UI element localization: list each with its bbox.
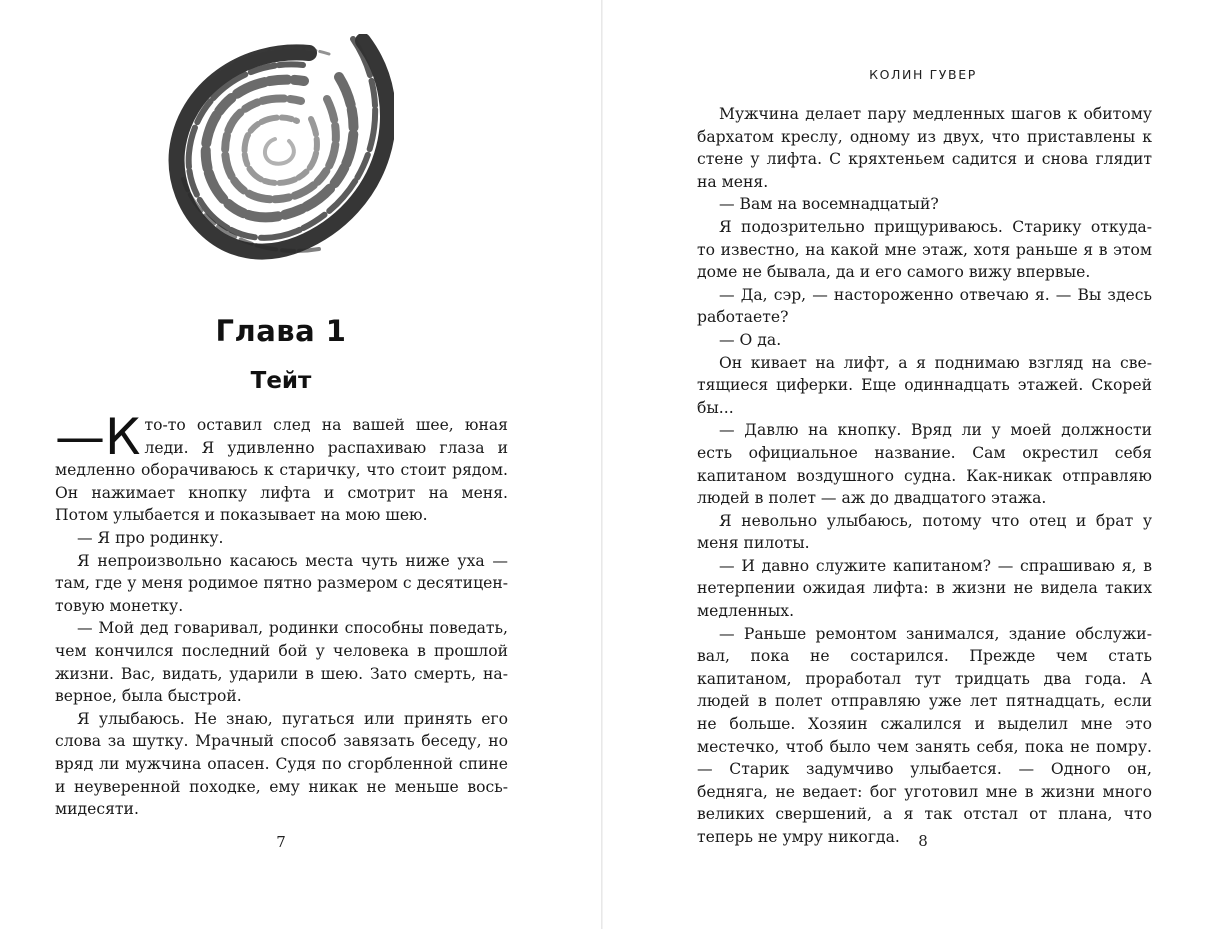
paragraph: Я непроизвольно касаюсь места чуть ниже уха — там, где у меня родимое пятно размером с десятицентовую монетку. [55,551,508,615]
paragraph: — О да. [719,330,782,349]
paragraph: Я улыбаюсь. Не знаю, пугаться или принять его слова за шутку. Мрачный способ завязать беседу, но вряд ли мужчина опасен. Судя по сгорбленной спине и неуверенной походке, ему никак не меньше восьмидесяти. [55,709,508,819]
page-number: 7 [276,833,286,851]
paragraph: Мужчина делает пару медленных шагов к обитому бархатом креслу, одному из двух, что приставлены к стене у лифта. С кряхтеньем садится и снова глядит на меня. [697,105,1152,191]
paragraph: Я подозрительно прищуриваюсь. Старику откуда-то известно, на какой мне этаж, хотя раньше я в этом доме не бывала, да и его самого вижу впервые. [697,217,1152,282]
paragraph: — И давно служите капитаном? — спрашиваю я, в нетерпении ожидая лифта: в жизни не видела таких медленных. [697,556,1152,621]
running-head-author: КОЛИН ГУВЕР [869,67,977,82]
ink-swirl-illustration [164,34,394,264]
paragraph: — Я про родинку. [77,528,224,547]
paragraph: Он кивает на лифт, а я поднимаю взгляд на светящиеся циферки. Еще одиннадцать этажей. Скорей бы... [697,353,1152,417]
page-number: 8 [918,832,928,850]
paragraph: — Мой дед говаривал, родинки способны поведать, чем кончился последний бой у человека в прошлой жизни. Вас, видать, ударили в шею. Зато смерть, наверное, была быстрой. [55,619,508,706]
chapter-subtitle: Тейт [250,368,312,394]
paragraph: — Давлю на кнопку. Вряд ли у моей должности есть официальное название. Сам окрестил себя капитаном воздушного судна. Как-никак отправляю людей в полет — аж до двадцатого этажа. [697,421,1152,508]
chapter-title: Глава 1 [215,314,347,348]
drop-cap: —К [55,408,141,466]
left-page-body [55,408,508,821]
right-page [603,0,1209,929]
paragraph: — Да, сэр, — настороженно отвечаю я. — Вы здесь работаете? [697,285,1152,327]
paragraph: —К то-то оставил след на вашей шее, юная леди. Я удивленно распахиваю глаза и медленно оборачиваюсь к старичку, что стоит рядом. Он нажимает кнопку лифта и смотрит на меня. Потом улыбается и показывает на мою шею. [55,408,508,525]
paragraph: Я невольно улыбаюсь, потому что отец и брат у меня пилоты. [697,511,1152,553]
paragraph: — Раньше ремонтом занимался, здание обслуживал, пока не состарился. Прежде чем стать капитаном, проработал тут тридцать два года. А людей в полет отправляю уже лет пятнадцать, если не больше. Хозяин сжалился и выделил мне это местечко, чтоб было чем занять себя, пока не помру. — Старик задумчиво улыбается. — Одного он, бедняга, не ведает: бог уготовил мне в жизни много великих свершений, а я так отстал от плана, что теперь не умру никогда. [697,624,1152,846]
paragraph: — Вам на восемнадцатый? [719,195,939,214]
right-page-body [697,103,1152,849]
left-page [0,0,602,929]
